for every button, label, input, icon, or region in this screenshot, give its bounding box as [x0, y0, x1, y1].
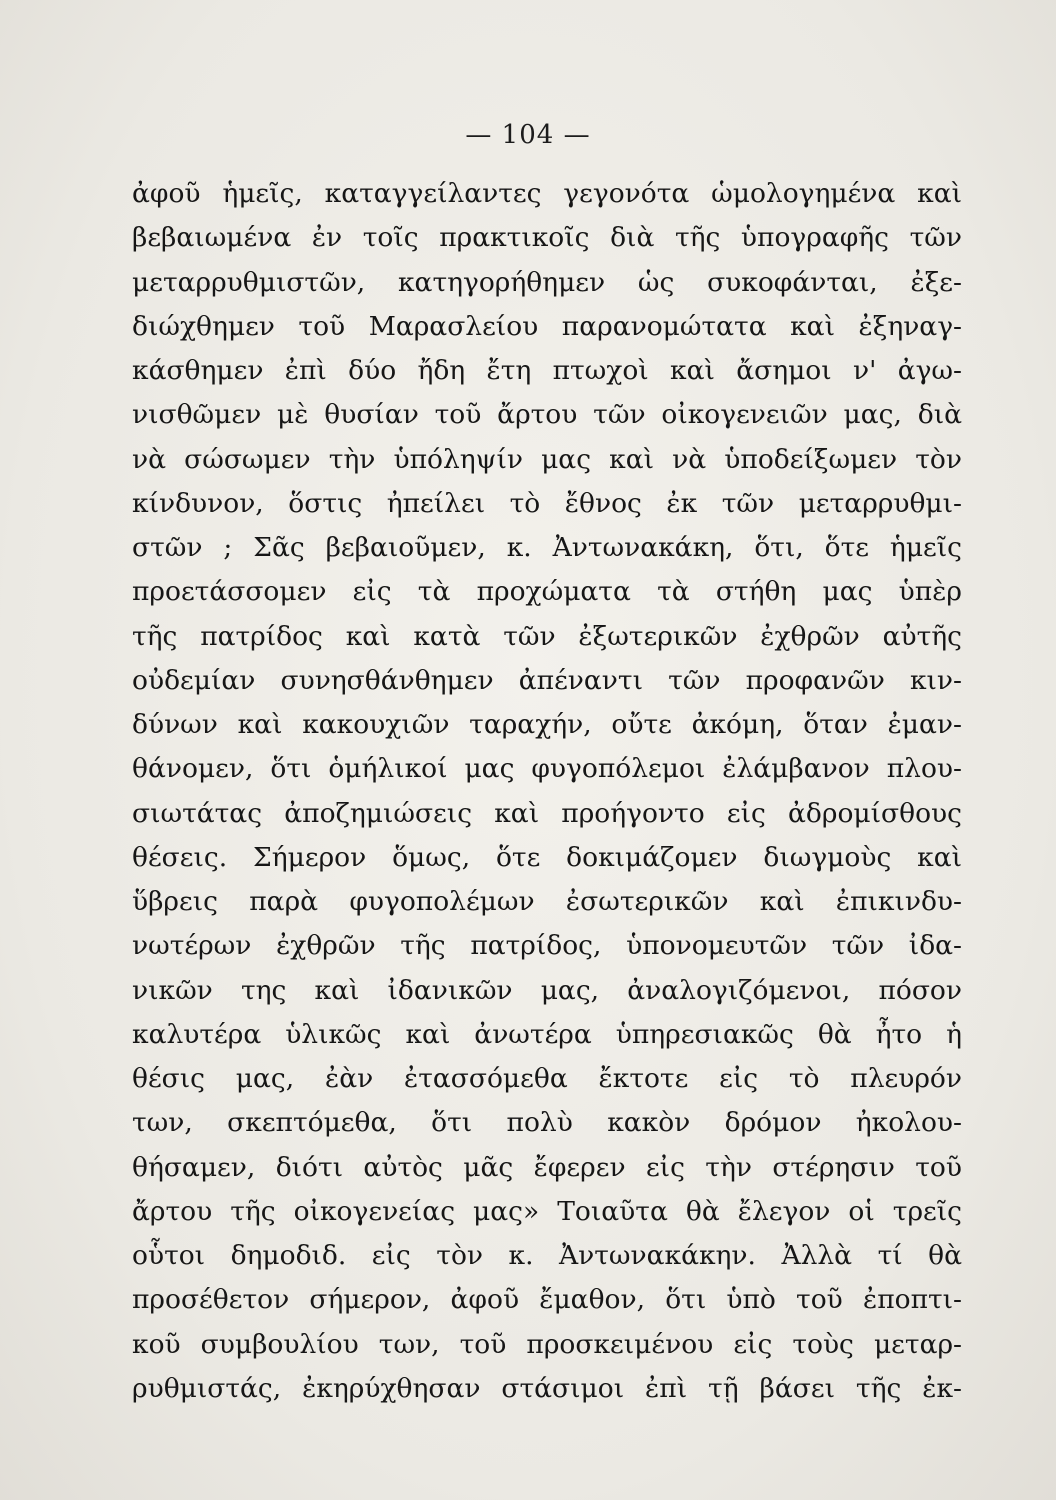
text-line: προετάσσομεν εἰς τὰ προχώματα τὰ στήθη μας ὑπὲρ: [132, 576, 962, 608]
text-line: θάνομεν, ὅτι ὁμήλικοί μας φυγοπόλεμοι ἐλάμβανον πλου-: [132, 753, 962, 785]
text-line: καλυτέρα ὑλικῶς καὶ ἀνωτέρα ὑπηρεσιακῶς θὰ ἦτο ἡ: [132, 1018, 962, 1050]
text-line: κάσθημεν ἐπὶ δύο ἤδη ἔτη πτωχοὶ καὶ ἄσημοι ν' ἀγω-: [132, 355, 962, 386]
body-text: [132, 172, 962, 1411]
text-line: σιωτάτας ἀποζημιώσεις καὶ προήγοντο εἰς ἀδρομίσθους: [132, 797, 962, 829]
text-line: κίνδυνον, ὅστις ἠπείλει τὸ ἔθνος ἐκ τῶν μεταρρυθμι-: [132, 487, 962, 519]
text-line: βεβαιωμένα ἐν τοῖς πρακτικοῖς διὰ τῆς ὑπογραφῆς τῶν: [132, 222, 962, 254]
text-line: ἄρτου τῆς οἰκογενείας μας» Τοιαῦτα θὰ ἔλεγον οἱ τρεῖς: [132, 1195, 962, 1227]
text-line: οὐδεμίαν συνησθάνθημεν ἀπέναντι τῶν προφανῶν κιν-: [132, 664, 962, 696]
text-line: ρυθμιστάς, ἐκηρύχθησαν στάσιμοι ἐπὶ τῇ βάσει τῆς ἐκ-: [132, 1372, 962, 1404]
text-line: των, σκεπτόμεθα, ὅτι πολὺ κακὸν δρόμον ἠκολου-: [132, 1107, 962, 1139]
text-line: νὰ σώσωμεν τὴν ὑπόληψίν μας καὶ νὰ ὑποδείξωμεν τὸν: [132, 443, 962, 475]
text-line: ὕβρεις παρὰ φυγοπολέμων ἐσωτερικῶν καὶ ἐπικινδυ-: [132, 886, 962, 917]
text-line: ἀφοῦ ἡμεῖς, καταγγείλαντες γεγονότα ὡμολογημένα καὶ: [132, 178, 962, 209]
page-number: — 104 —: [465, 120, 591, 150]
text-line: τῆς πατρίδος καὶ κατὰ τῶν ἐξωτερικῶν ἐχθρῶν αὐτῆς: [132, 620, 962, 652]
text-line: θήσαμεν, διότι αὐτὸς μᾶς ἔφερεν εἰς τὴν στέρησιν τοῦ: [132, 1151, 962, 1183]
text-line: κοῦ συμβουλίου των, τοῦ προσκειμένου εἰς τοὺς μεταρ-: [132, 1328, 962, 1360]
text-line: μεταρρυθμιστῶν, κατηγορήθημεν ὡς συκοφάνται, ἐξε-: [132, 266, 962, 298]
text-line: προσέθετον σήμερον, ἀφοῦ ἔμαθον, ὅτι ὑπὸ τοῦ ἐποπτι-: [132, 1284, 962, 1316]
text-line: διώχθημεν τοῦ Μαρασλείου παρανομώτατα καὶ ἐξηναγ-: [132, 310, 962, 342]
text-line: δύνων καὶ κακουχιῶν ταραχήν, οὔτε ἀκόμη, ὅταν ἐμαν-: [132, 709, 962, 740]
text-line: θέσις μας, ἐὰν ἐτασσόμεθα ἔκτοτε εἰς τὸ πλευρόν: [132, 1063, 962, 1094]
text-line: στῶν ; Σᾶς βεβαιοῦμεν, κ. Ἀντωνακάκη, ὅτι, ὅτε ἡμεῖς: [132, 532, 962, 563]
text-line: οὗτοι δημοδιδ. εἰς τὸν κ. Ἀντωνακάκην. Ἀλλὰ τί θὰ: [132, 1240, 962, 1271]
text-line: νισθῶμεν μὲ θυσίαν τοῦ ἄρτου τῶν οἰκογενειῶν μας, διὰ: [132, 399, 962, 431]
text-line: νικῶν της καὶ ἰδανικῶν μας, ἀναλογιζόμενοι, πόσον: [132, 974, 962, 1006]
text-line: θέσεις. Σήμερον ὅμως, ὅτε δοκιμάζομεν διωγμοὺς καὶ: [132, 841, 962, 873]
text-line: νωτέρων ἐχθρῶν τῆς πατρίδος, ὑπονομευτῶν τῶν ἰδα-: [132, 930, 962, 962]
